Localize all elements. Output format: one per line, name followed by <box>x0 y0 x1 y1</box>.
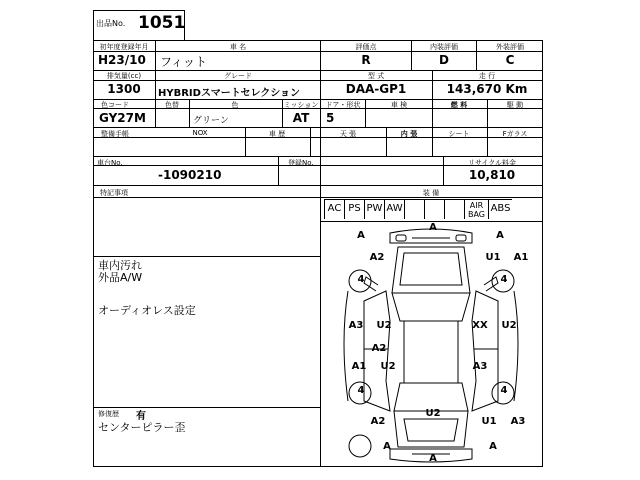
note-line: 車内汚れ <box>98 259 142 272</box>
rule <box>487 99 488 128</box>
lot-label: 出品No. <box>96 19 126 28</box>
damage-mark: A3 <box>510 416 526 427</box>
repair-history-label: 修復歴 <box>98 410 119 418</box>
recycle-fee: 10,810 <box>468 168 516 182</box>
damage-mark: U1 <box>485 252 501 263</box>
damage-mark: A2 <box>371 343 387 354</box>
car-name: フィット <box>160 55 208 69</box>
manual-label: 整備手帳 <box>101 130 129 138</box>
equipment-item: AC <box>324 199 344 219</box>
rule <box>189 99 190 128</box>
equipment-item <box>444 199 464 219</box>
rule <box>432 127 433 157</box>
recycle-label: リサイクル料金 <box>467 159 517 167</box>
exterior-label: 外装評価 <box>496 43 524 51</box>
transmission: AT <box>292 111 310 125</box>
equipment-item: PW <box>364 199 384 219</box>
rule <box>93 137 543 138</box>
notes-label: 特記事項 <box>100 189 128 197</box>
rule <box>476 40 477 71</box>
model-code: DAA-GP1 <box>345 82 407 96</box>
exterior-grade: C <box>505 53 515 67</box>
history-label: 車 歴 <box>268 130 286 138</box>
damage-mark: A1 <box>513 252 529 263</box>
model-label: 型 式 <box>367 72 385 80</box>
interior-grade: D <box>439 53 449 67</box>
equipment-item: ABS <box>488 199 512 219</box>
damage-mark: U2 <box>425 408 441 419</box>
rule <box>310 127 311 157</box>
displacement: 1300 <box>107 82 141 96</box>
color-change-label: 色替 <box>165 101 179 109</box>
damage-mark: 4 <box>357 274 365 285</box>
damage-mark: A2 <box>370 416 386 427</box>
mileage-label: 走 行 <box>478 72 496 80</box>
equipment-label: 装 備 <box>422 189 440 197</box>
color-code-label: 色コード <box>101 101 129 109</box>
rule <box>278 156 279 186</box>
rule <box>487 127 488 157</box>
rule <box>432 99 433 128</box>
equipment-item: AW <box>384 199 404 219</box>
interior-tension-label: 内 張 <box>400 130 418 138</box>
equipment-row <box>320 197 543 221</box>
chassis-label: 車台No. <box>97 159 123 167</box>
equipment-item: PS <box>344 199 364 219</box>
doors-label: ドア・形状 <box>325 101 361 109</box>
doors: 5 <box>326 111 335 125</box>
mileage: 143,670 Km <box>446 82 528 96</box>
fuel-label: 燃 料 <box>450 101 468 109</box>
damage-mark: U2 <box>376 320 392 331</box>
color: グリーン <box>193 116 229 126</box>
damage-mark: A <box>489 441 497 452</box>
damage-mark: A <box>357 230 365 241</box>
reg-label: 登録No. <box>288 159 314 167</box>
damage-mark: A1 <box>351 361 367 372</box>
damage-mark: 4 <box>357 385 365 396</box>
rule <box>245 127 246 157</box>
damage-mark: 4 <box>500 385 508 396</box>
damage-mark: A <box>429 453 437 464</box>
color-code: GY27M <box>99 111 146 125</box>
rule <box>93 80 543 81</box>
damage-mark: A3 <box>348 320 364 331</box>
nox-label: NOX <box>192 129 208 137</box>
color-label: 色 <box>231 101 239 109</box>
car-name-label: 車 名 <box>229 43 247 51</box>
repair-note: センターピラー歪 <box>98 421 186 434</box>
rule <box>432 70 433 100</box>
rule <box>93 407 320 408</box>
year-label: 初年度登録年月 <box>99 43 149 51</box>
glass-label: Fガラス <box>502 130 528 138</box>
mission-label: ミッション <box>283 101 319 109</box>
repair-history-value: 有 <box>136 411 146 422</box>
drive-label: 駆 動 <box>506 101 524 109</box>
rule <box>93 127 543 128</box>
interior-label: 内装評価 <box>430 43 458 51</box>
rule <box>93 156 543 157</box>
auction-score: R <box>361 53 371 67</box>
seat-label: シート <box>448 130 470 138</box>
grade: HYBRIDスマートセレクション <box>158 88 301 99</box>
sunroof-label: 天 張 <box>339 130 357 138</box>
damage-mark: XX <box>472 320 488 331</box>
rule <box>411 40 412 71</box>
damage-mark: 4 <box>500 274 508 285</box>
equipment-item <box>404 199 424 219</box>
rule <box>386 127 387 157</box>
lot-number: 1051 <box>138 13 186 33</box>
rule <box>365 99 366 128</box>
damage-mark: A <box>383 441 391 452</box>
chassis-number: -1090210 <box>158 168 222 182</box>
damage-mark: A <box>496 230 504 241</box>
damage-mark: U1 <box>481 416 497 427</box>
damage-mark: A <box>429 222 437 233</box>
first-registration: H23/10 <box>98 53 146 67</box>
rule <box>155 40 156 128</box>
score-label: 評価点 <box>355 43 377 51</box>
equipment-item: AIR BAG <box>464 199 488 219</box>
rule <box>93 185 543 186</box>
damage-mark: A2 <box>369 252 385 263</box>
damage-mark: A3 <box>472 361 488 372</box>
note-line: オーディオレス設定 <box>98 304 196 317</box>
note-line: 外品A/W <box>98 271 143 284</box>
damage-mark: U2 <box>380 361 396 372</box>
grade-label: グレード <box>224 72 252 80</box>
damage-mark: U2 <box>501 320 517 331</box>
damage-marks <box>320 221 543 467</box>
equipment-item <box>424 199 444 219</box>
cc-label: 排気量(cc) <box>106 72 142 80</box>
rule <box>443 156 444 186</box>
inspection-label: 車 検 <box>390 101 408 109</box>
